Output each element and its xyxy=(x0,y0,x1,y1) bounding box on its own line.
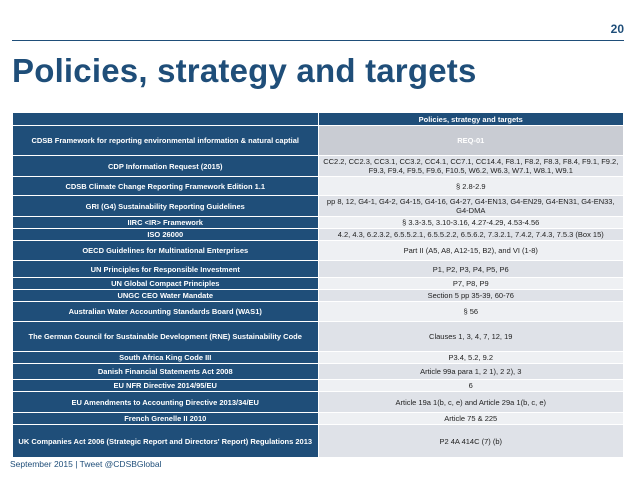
table-row xyxy=(13,425,624,458)
table-row xyxy=(13,217,624,229)
table-row xyxy=(13,177,624,196)
reference-cell: P1, P2, P3, P4, P5, P6 xyxy=(318,261,624,278)
header-divider xyxy=(12,40,624,41)
table-row xyxy=(13,290,624,302)
table-row xyxy=(13,278,624,290)
reference-cell: § 56 xyxy=(318,302,624,322)
page-number: 20 xyxy=(610,22,624,36)
table-row xyxy=(13,352,624,364)
table-row xyxy=(13,156,624,177)
reference-cell: Article 99a para 1, 2 1), 2 2), 3 xyxy=(318,364,624,380)
reference-cell: Section 5 pp 35-39, 60-76 xyxy=(318,290,624,302)
table-header-label: Policies, strategy and targets xyxy=(318,113,624,126)
framework-cell: CDSB Framework for reporting environmental information & natural captial xyxy=(13,126,319,156)
reference-cell: CC2.2, CC2.3, CC3.1, CC3.2, CC4.1, CC7.1, CC14.4, F8.1, F8.2, F8.3, F8.4, F9.1, F9.2, F9.3, F9.4, F9.5, F9.6, F10.5, W6.2, W6.3, W7.1, W8.1, W9.1 xyxy=(318,156,624,177)
framework-cell: The German Council for Sustainable Development (RNE) Sustainability Code xyxy=(13,322,319,352)
page-title: Policies, strategy and targets xyxy=(12,52,477,89)
reference-cell: § 3.3-3.5, 3.10-3.16, 4.27-4.29, 4.53-4.56 xyxy=(318,217,624,229)
framework-cell: UNGC CEO Water Mandate xyxy=(13,290,319,302)
table-row xyxy=(13,229,624,241)
footer-text: September 2015 | Tweet @CDSBGlobal xyxy=(10,459,162,469)
reference-cell: REQ-01 xyxy=(318,126,624,156)
framework-cell: IIRC <IR> Framework xyxy=(13,217,319,229)
reference-cell: Part II (A5, A8, A12-15, B2), and VI (1-8) xyxy=(318,241,624,261)
policy-table xyxy=(12,112,624,458)
table-row xyxy=(13,364,624,380)
framework-cell: UK Companies Act 2006 (Strategic Report and Directors' Report) Regulations 2013 xyxy=(13,425,319,458)
reference-cell: Clauses 1, 3, 4, 7, 12, 19 xyxy=(318,322,624,352)
framework-cell: Danish Financial Statements Act 2008 xyxy=(13,364,319,380)
framework-cell: EU NFR Directive 2014/95/EU xyxy=(13,380,319,392)
reference-cell: § 2.8-2.9 xyxy=(318,177,624,196)
table-header-row xyxy=(13,113,624,126)
framework-cell: ISO 26000 xyxy=(13,229,319,241)
reference-cell: pp 8, 12, G4-1, G4-2, G4-15, G4-16, G4-27, G4-EN13, G4-EN29, G4-EN31, G4-EN33, G4-DMA xyxy=(318,196,624,217)
reference-cell: P7, P8, P9 xyxy=(318,278,624,290)
framework-cell: OECD Guidelines for Multinational Enterprises xyxy=(13,241,319,261)
framework-cell: French Grenelle II 2010 xyxy=(13,413,319,425)
framework-cell: Australian Water Accounting Standards Board (WAS1) xyxy=(13,302,319,322)
framework-cell: EU Amendments to Accounting Directive 2013/34/EU xyxy=(13,392,319,413)
policy-table-body xyxy=(13,126,624,458)
table-row xyxy=(13,380,624,392)
table-header-blank xyxy=(13,113,319,126)
table-row xyxy=(13,241,624,261)
table-row xyxy=(13,392,624,413)
framework-cell: UN Principles for Responsible Investment xyxy=(13,261,319,278)
reference-cell: Article 19a 1(b, c, e) and Article 29a 1(b, c, e) xyxy=(318,392,624,413)
reference-cell: 4.2, 4.3, 6.2.3.2, 6.5.5.2.1, 6.5.5.2.2, 6.5.6.2, 7.3.2.1, 7.4.2, 7.4.3, 7.5.3 (Box 15) xyxy=(318,229,624,241)
reference-cell: 6 xyxy=(318,380,624,392)
reference-cell: P3.4, 5.2, 9.2 xyxy=(318,352,624,364)
table-row xyxy=(13,196,624,217)
framework-cell: UN Global Compact Principles xyxy=(13,278,319,290)
framework-cell: CDSB Climate Change Reporting Framework Edition 1.1 xyxy=(13,177,319,196)
table-row xyxy=(13,413,624,425)
table-row xyxy=(13,322,624,352)
table-row xyxy=(13,302,624,322)
reference-cell: P2 4A 414C (7) (b) xyxy=(318,425,624,458)
framework-cell: GRI (G4) Sustainability Reporting Guidelines xyxy=(13,196,319,217)
reference-cell: Article 75 & 225 xyxy=(318,413,624,425)
framework-cell: CDP Information Request (2015) xyxy=(13,156,319,177)
table-row xyxy=(13,126,624,156)
table-row xyxy=(13,261,624,278)
framework-cell: South Africa King Code III xyxy=(13,352,319,364)
